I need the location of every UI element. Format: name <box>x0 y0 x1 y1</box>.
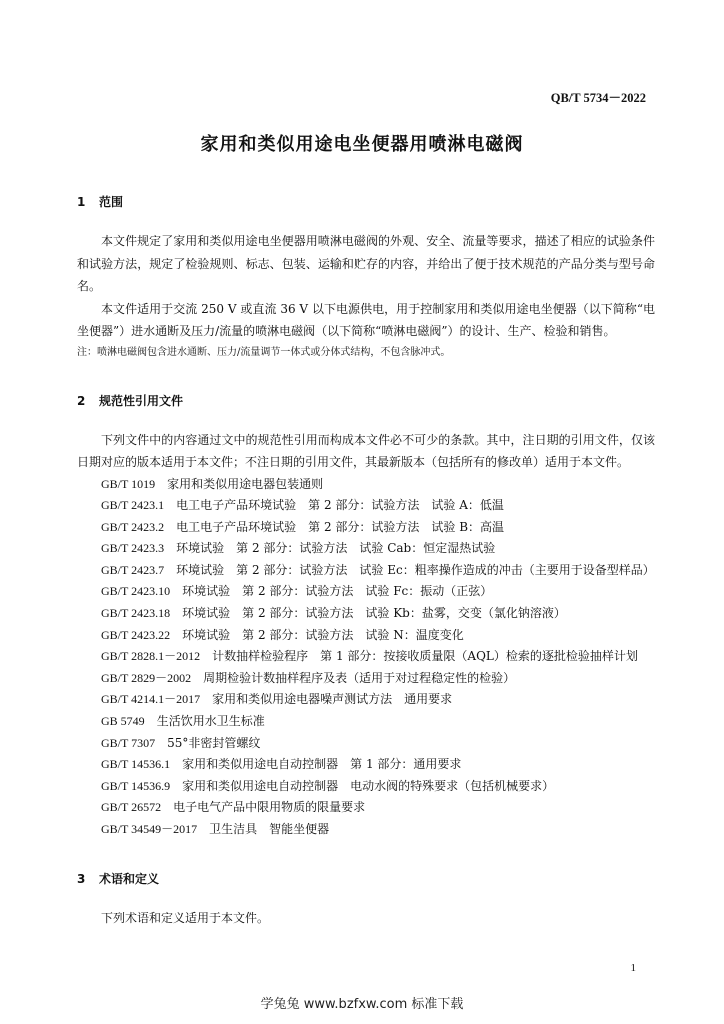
reference-title: 卫生洁具 智能坐便器 <box>209 822 330 836</box>
reference-item <box>77 733 655 755</box>
reference-title: 电工电子产品环境试验 第 2 部分：试验方法 试验 A：低温 <box>176 498 504 513</box>
reference-item <box>77 603 655 625</box>
reference-item <box>77 646 655 668</box>
reference-title: 家用和类似用途电器包装通则 <box>167 476 324 491</box>
watermark-text: 学兔兔 www.bzfxw.com 标准下载 <box>260 997 464 1012</box>
reference-item <box>77 689 655 711</box>
reference-list <box>77 474 655 841</box>
reference-title: 家用和类似用途电自动控制器 第 1 部分：通用要求 <box>182 757 462 772</box>
reference-item <box>77 581 655 603</box>
reference-code: GB/T 2423.10 <box>101 584 171 599</box>
reference-item <box>77 625 655 647</box>
reference-title: 环境试验 第 2 部分：试验方法 试验 Cab：恒定湿热试验 <box>176 541 496 556</box>
paragraph: 本文件规定了家用和类似用途电坐便器用喷淋电磁阀的外观、安全、流量等要求，描述了相应的试验条件和试验方法，规定了检验规则、标志、包装、运输和贮存的内容，并给出了便于技术规范的产品分类与型号命名。 <box>77 234 655 293</box>
section-number: 2 <box>77 393 86 408</box>
reference-code: GB/T 2423.18 <box>101 606 171 621</box>
section-title: 规范性引用文件 <box>99 393 184 408</box>
reference-title: 环境试验 第 2 部分：试验方法 试验 N：温度变化 <box>182 627 464 642</box>
reference-item <box>77 668 655 690</box>
reference-code: GB/T 2423.7 <box>101 562 165 577</box>
section-number: 3 <box>77 871 86 886</box>
reference-item <box>77 495 655 517</box>
reference-code: GB/T 14536.1 <box>101 757 171 772</box>
reference-title: 计数抽样检验程序 第 1 部分：按接收质量限（AQL）检索的逐批检验抽样计划 <box>212 649 638 664</box>
reference-item <box>77 819 655 841</box>
reference-title: 环境试验 第 2 部分：试验方法 试验 Ec：粗率操作造成的冲击（主要用于设备型样品） <box>176 562 655 577</box>
document-body <box>77 192 655 929</box>
reference-code: GB/T 2423.22 <box>101 627 171 642</box>
page-number: 1 <box>630 962 636 974</box>
reference-title: 家用和类似用途电器噪声测试方法 通用要求 <box>212 692 453 707</box>
note: 注：喷淋电磁阀包含进水通断、压力/流量调节一体式或分体式结构，不包含脉冲式。 <box>77 346 451 358</box>
reference-title: 家用和类似用途电自动控制器 电动水阀的特殊要求（包括机械要求） <box>182 778 555 793</box>
section-heading-scope <box>77 192 655 212</box>
reference-item <box>77 776 655 798</box>
reference-title: 55°非密封管螺纹 <box>167 735 261 750</box>
reference-item <box>77 797 655 819</box>
reference-item <box>77 538 655 560</box>
section-heading-normative-references <box>77 391 655 411</box>
reference-code: GB/T 1019 <box>101 476 156 491</box>
section-title: 术语和定义 <box>99 871 160 886</box>
paragraph: 下列文件中的内容通过文中的规范性引用而构成本文件必不可少的条款。其中，注日期的引用文件，仅该日期对应的版本适用于本文件；不注日期的引用文件，其最新版本（包括所有的修改单）适用于本文件。 <box>77 432 655 469</box>
reference-code: GB/T 2829－2002 <box>101 670 192 685</box>
reference-code: GB/T 34549－2017 <box>101 822 198 836</box>
reference-title: 周期检验计数抽样程序及表（适用于对过程稳定性的检验） <box>203 670 516 685</box>
reference-code: GB/T 14536.9 <box>101 778 171 793</box>
reference-title: 生活饮用水卫生标准 <box>156 714 265 729</box>
reference-code: GB/T 4214.1－2017 <box>101 692 201 707</box>
reference-item <box>77 560 655 582</box>
reference-title: 电子电气产品中限用物质的限量要求 <box>173 800 366 815</box>
reference-item <box>77 711 655 733</box>
reference-item <box>77 517 655 539</box>
reference-code: GB 5749 <box>101 714 145 729</box>
reference-code: GB/T 2423.2 <box>101 519 165 534</box>
reference-code: GB/T 7307 <box>101 735 156 750</box>
section-number: 1 <box>77 195 86 209</box>
reference-code: GB/T 2423.3 <box>101 541 165 556</box>
document-title: 家用和类似用途电坐便器用喷淋电磁阀 <box>200 134 524 155</box>
reference-item <box>77 474 655 496</box>
reference-item <box>77 754 655 776</box>
reference-title: 环境试验 第 2 部分：试验方法 试验 Kb：盐雾，交变（氯化钠溶液） <box>182 606 566 621</box>
reference-title: 电工电子产品环境试验 第 2 部分：试验方法 试验 B：高温 <box>176 519 505 534</box>
reference-code: GB/T 2828.1－2012 <box>101 649 201 664</box>
paragraph: 本文件适用于交流 250 V 或直流 36 V 以下电源供电，用于控制家用和类似用途电坐便器（以下简称“电坐便器”）进水通断及压力/流量的喷淋电磁阀（以下简称“喷淋电磁阀”）的设计、生产、检验和销售。 <box>77 301 655 338</box>
reference-title: 环境试验 第 2 部分：试验方法 试验 Fc：振动（正弦） <box>182 584 493 599</box>
reference-code: GB/T 2423.1 <box>101 498 165 513</box>
standard-number: QB/T 5734－2022 <box>550 91 646 105</box>
section-title: 范围 <box>99 195 124 209</box>
reference-code: GB/T 26572 <box>101 800 162 815</box>
paragraph: 下列术语和定义适用于本文件。 <box>101 910 270 925</box>
section-heading-terms <box>77 869 655 889</box>
